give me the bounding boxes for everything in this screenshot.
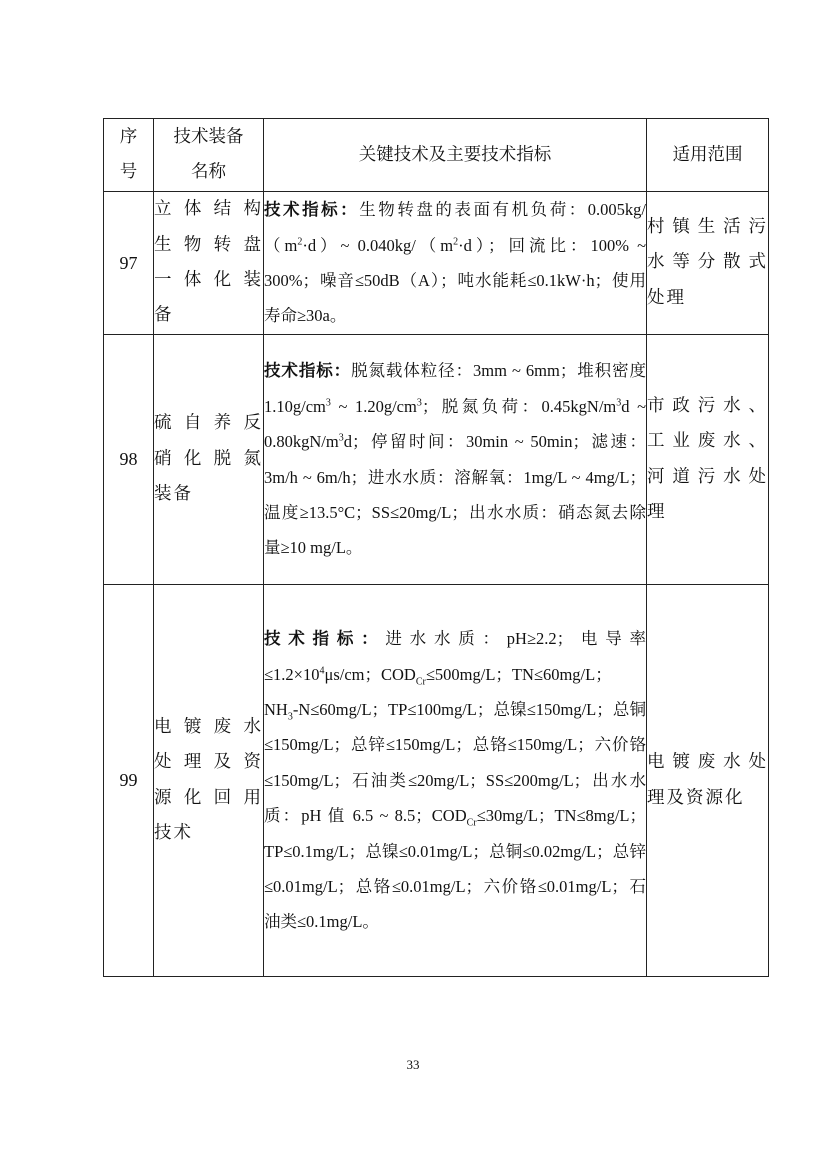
indicator-label: 技术指标： (264, 629, 386, 649)
subscript: Cr (415, 675, 426, 687)
indicator-text: 生物转盘的表面有机负荷：0.005kg/（m (264, 200, 646, 255)
row-number: 98 (104, 335, 154, 585)
superscript: 2 (453, 236, 459, 248)
header-scope: 适用范围 (647, 119, 769, 192)
superscript: 3 (616, 397, 622, 409)
equipment-name (154, 192, 264, 335)
indicator-text: ≤30mg/L；TN≤8mg/L；TP≤0.1mg/L；总镍≤0.01mg/L；总铜≤0.02mg/L；总锌≤0.01mg/L；总铬≤0.01mg/L；六价铬≤0.01mg/L；石油类≤0.1mg/L。 (264, 806, 646, 932)
equipment-name (154, 585, 264, 977)
header-name-line2: 名称 (191, 162, 226, 182)
application-scope (647, 585, 769, 977)
name-line: 源化回用 (154, 787, 263, 808)
technical-indicators (264, 192, 647, 335)
application-scope (647, 192, 769, 335)
header-name-line1: 技术装备 (173, 127, 244, 147)
table-row (104, 585, 769, 977)
subscript: Cr (466, 817, 477, 829)
indicator-text: d ~ 0.80kgN/m (264, 396, 647, 452)
superscript: 3 (325, 397, 331, 409)
page-number: 33 (406, 1057, 420, 1072)
name-line: 生物转盘 (154, 234, 263, 255)
superscript: 2 (297, 236, 303, 248)
scope-line: 河道污水处 (647, 466, 768, 487)
indicator-label: 技术指标： (264, 361, 352, 381)
header-seq-line2: 号 (119, 162, 138, 182)
scope-line: 处理 (647, 287, 686, 308)
name-line: 电镀废水 (154, 716, 263, 737)
table-row (104, 335, 769, 585)
header-name (154, 119, 264, 192)
scope-line: 理及资源化 (647, 787, 745, 808)
indicator-label: 技术指标： (264, 200, 360, 220)
indicator-text: ；脱氮负荷：0.45kgN/m (421, 396, 617, 416)
technology-equipment-table (103, 118, 769, 977)
indicator-text: ~ 1.20g/cm (330, 396, 417, 416)
superscript: 4 (319, 665, 325, 677)
indicator-text: -N≤60mg/L；TP≤100mg/L；总镍≤150mg/L；总铜≤150mg/L；总锌≤150mg/L；总铬≤150mg/L；六价铬≤150mg/L；石油类≤20mg/L；SS≤200mg/L；出水水质：pH 值 6.5 ~ 8.5；COD (264, 699, 646, 826)
header-seq (104, 119, 154, 192)
row-number: 97 (104, 192, 154, 335)
superscript: 3 (338, 432, 344, 444)
application-scope (647, 335, 769, 585)
name-line: 立体结构 (154, 199, 263, 220)
indicator-text: 脱氮载体粒径：3mm ~ 6mm；堆积密度 1.10g/cm (264, 361, 647, 416)
scope-line: 村镇生活污 (647, 216, 768, 237)
indicator-text: d；停留时间：30min ~ 50min；滤速：3m/h ~ 6m/h；进水水质：溶解氧：1mg/L ~ 4mg/L；温度≥13.5°C；SS≤20mg/L；出水水质：硝态氮去除量≥10 mg/L。 (264, 432, 646, 558)
header-seq-line1: 序 (119, 127, 138, 147)
subscript: 3 (287, 711, 293, 723)
row-number: 99 (104, 585, 154, 977)
name-line: 技术 (154, 822, 193, 843)
name-line: 装备 (154, 484, 193, 505)
technical-indicators (264, 335, 647, 585)
table-header-row (104, 119, 769, 192)
scope-line: 工业废水、 (647, 431, 768, 452)
equipment-name (154, 335, 264, 585)
indicator-text: ·d）；回流比：100% ~ 300%；噪音≤50dB（A）；吨水能耗≤0.1kW·h；使用寿命≥30a。 (264, 235, 647, 326)
name-line: 处理及资 (154, 752, 263, 773)
indicator-text: ≤500mg/L；TN≤60mg/L；NH (264, 664, 612, 719)
scope-line: 理 (647, 501, 667, 522)
scope-line: 市政污水、 (647, 395, 768, 416)
superscript: 3 (416, 397, 422, 409)
table-row (104, 192, 769, 335)
name-line: 硝化脱氮 (154, 448, 263, 469)
header-tech: 关键技术及主要技术指标 (264, 119, 647, 192)
scope-line: 电镀废水处 (647, 752, 768, 773)
technical-indicators (264, 585, 647, 977)
indicator-text: 进水水质：pH≥2.2；电导率≤1.2×10 (264, 629, 646, 684)
name-line: 一体化装 (154, 270, 263, 290)
indicator-text: ·d）~ 0.040kg/（m (302, 235, 454, 255)
name-line: 备 (154, 305, 174, 326)
indicator-text: μs/cm；COD (324, 664, 416, 684)
scope-line: 水等分散式 (647, 252, 768, 273)
name-line: 硫自养反 (154, 413, 263, 434)
